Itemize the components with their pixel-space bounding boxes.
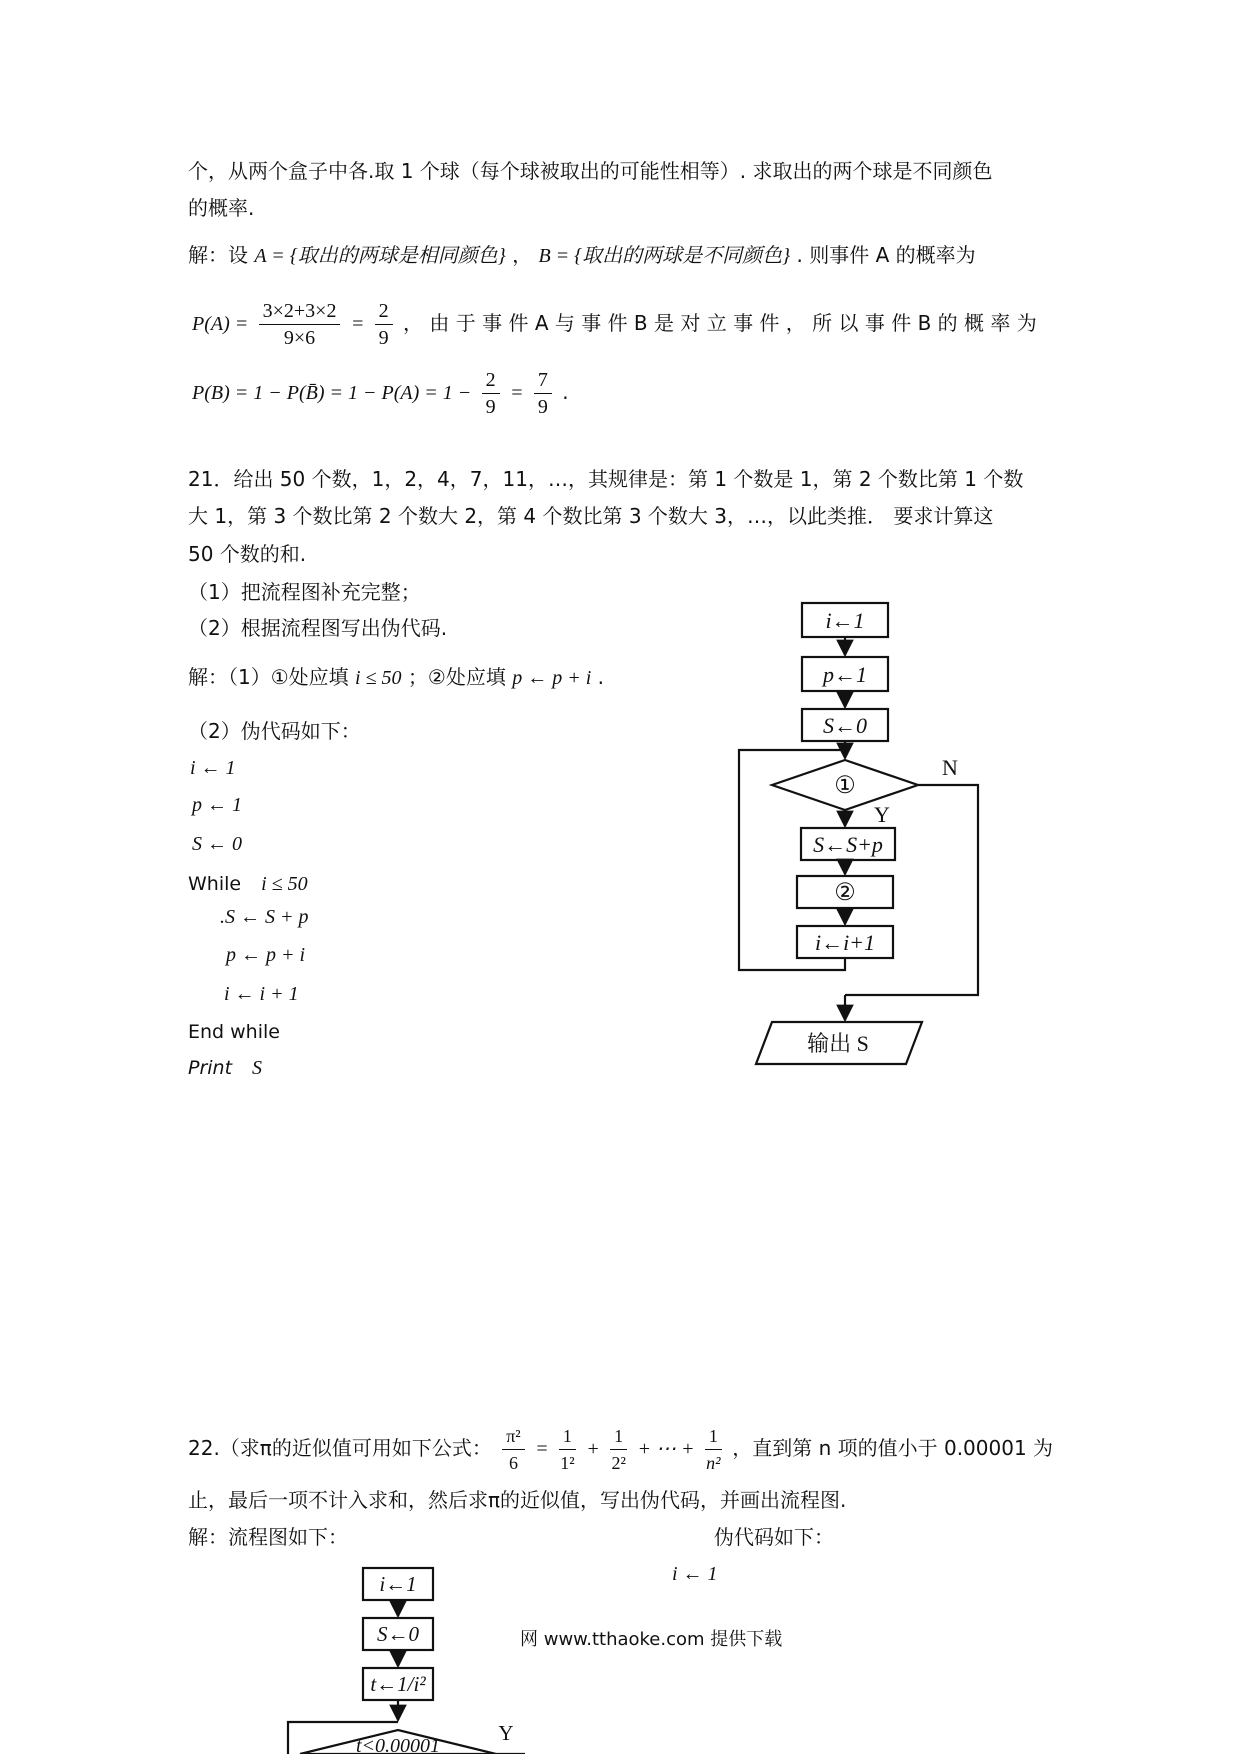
term-den: 2² xyxy=(611,1453,626,1473)
flow-label: i←1 xyxy=(825,608,865,633)
q21-answer2: （2）伪代码如下： xyxy=(188,719,361,743)
probability-a-line xyxy=(192,293,1037,354)
solution-lead: 解：设 xyxy=(188,243,248,267)
flow-label: 输出 S xyxy=(807,1031,869,1056)
pa-equals: = xyxy=(350,313,365,335)
print-arg: S xyxy=(237,1057,263,1079)
flow-label-no: N xyxy=(942,755,958,780)
flow-label-yes: Y xyxy=(874,802,890,827)
solution-tail: . 则事件 A 的概率为 xyxy=(796,243,976,267)
flow-label-yes: Y xyxy=(498,1721,514,1745)
pa-lhs: P(A) = xyxy=(192,313,249,335)
term-num: 1 xyxy=(559,1423,576,1450)
set-a: A = {取出的两球是相同颜色} xyxy=(254,245,506,267)
flowchart-q22 xyxy=(280,1560,540,1754)
pb-lhs: P(B) = 1 − P(B̄) = 1 − P(A) = 1 − xyxy=(192,382,472,404)
pb-fraction xyxy=(482,367,500,420)
q22-term xyxy=(559,1423,576,1476)
term-num: 1 xyxy=(705,1423,722,1450)
q22-pseudo-head: 伪代码如下： xyxy=(714,1525,834,1549)
answer1-condition: i ≤ 50 xyxy=(355,667,402,689)
pb-result-den: 9 xyxy=(537,396,548,418)
flow-label: p←1 xyxy=(823,662,867,687)
q22-term xyxy=(705,1423,722,1476)
pa-text: ， 由 于 事 件 A 与 事 件 B 是 对 立 事 件 ， 所 以 事 件 B 的 概 率 为 xyxy=(403,311,1037,335)
while-condition: i ≤ 50 xyxy=(246,873,308,895)
separator: ， xyxy=(512,243,533,267)
flow-label: S←0 xyxy=(377,1622,419,1646)
q21-line: 50 个数的和. xyxy=(188,542,307,566)
pa-fraction xyxy=(259,298,341,351)
code-line: i ← 1 xyxy=(190,757,236,779)
flow-label: ① xyxy=(834,773,856,799)
q21-answer1 xyxy=(188,663,604,692)
term-den: 1² xyxy=(560,1453,575,1473)
footer-watermark: 网 www.tthaoke.com 提供下载 xyxy=(520,1629,783,1650)
answer1-assign: p ← p + i xyxy=(512,667,592,689)
q21-line: 21．给出 50 个数，1，2，4，7，11，…，其规律是：第 1 个数是 1，第 2 个数比第 1 个数 xyxy=(188,467,1024,491)
solution-line xyxy=(188,241,976,270)
answer1-end: . xyxy=(597,665,604,689)
code-line: .S ← S + p xyxy=(220,906,309,928)
pa-numerator: 3×2+3×2 xyxy=(259,298,341,325)
code-line-print xyxy=(188,1054,262,1082)
q22-frac-num: π² xyxy=(502,1423,524,1450)
term-den: n² xyxy=(706,1453,721,1473)
flow-label: S←0 xyxy=(823,713,867,738)
term-num: 1 xyxy=(610,1423,627,1450)
q22-frac-den: 6 xyxy=(508,1453,518,1473)
answer1-mid: ；②处应填 xyxy=(407,665,506,689)
pb-end: . xyxy=(562,380,569,404)
q21-sub2: （2）根据流程图写出伪代码. xyxy=(188,616,448,640)
flow-label: ② xyxy=(834,880,856,906)
pb-equals: = xyxy=(509,382,524,404)
pb-numerator: 2 xyxy=(482,367,500,394)
code-line: i ← i + 1 xyxy=(224,983,299,1005)
code-line: p ← 1 xyxy=(192,794,242,816)
while-keyword: While xyxy=(188,873,242,895)
probability-b-line xyxy=(192,362,569,423)
q22-lead: 22.（求π的近似值可用如下公式： xyxy=(188,1436,492,1460)
q22-line2: 止，最后一项不计入求和，然后求π的近似值，写出伪代码，并画出流程图. xyxy=(188,1488,847,1512)
code-line-while xyxy=(188,870,308,898)
q22-term xyxy=(610,1423,627,1476)
flow-label: i←1 xyxy=(379,1572,417,1596)
pb-denominator: 9 xyxy=(485,396,496,418)
flow-label: S←S+p xyxy=(813,832,883,857)
set-b: B = {取出的两球是不同颜色} xyxy=(538,245,791,267)
pa-denominator: 9×6 xyxy=(283,327,316,349)
pa-result xyxy=(375,298,393,351)
flow-label: t<0.00001 xyxy=(355,1735,441,1754)
flow-label: i←i+1 xyxy=(814,930,876,955)
q22-solution: 解：流程图如下： xyxy=(188,1525,348,1549)
code-line: p ← p + i xyxy=(226,944,306,966)
pb-result-num: 7 xyxy=(534,367,552,394)
paragraph-line: 个，从两个盒子中各.取 1 个球（每个球被取出的可能性相等）. 求取出的两个球是不同颜色 xyxy=(188,159,993,183)
pa-result-den: 9 xyxy=(378,327,389,349)
paragraph-line: 的概率. xyxy=(188,196,255,220)
flow-label: t←1/i² xyxy=(370,1672,426,1696)
answer1-lead: 解：（1）①处应填 xyxy=(188,665,349,689)
q22-line: 22.（求π的近似值可用如下公式： $\frac{\text{π²}}{6}$ = $\frac{1}{\text{1²}}$ + $\frac{1}{\text{2²}}$ + ⋯ + $\frac{1}{\text{n²}}$ ，直到第 n 项的值小于 0.00001 为 xyxy=(188,1420,1053,1477)
pb-result xyxy=(534,367,552,420)
q22-tail: ，直到第 n 项的值小于 0.00001 为 xyxy=(732,1436,1054,1460)
q21-line: 大 1，第 3 个数比第 2 个数大 2，第 4 个数比第 3 个数大 3，…，以此类推． 要求计算这 xyxy=(188,504,994,528)
q22-fraction xyxy=(502,1423,524,1476)
q21-sub1: （1）把流程图补充完整； xyxy=(188,580,421,604)
code-line: End while xyxy=(188,1021,280,1043)
code-line: S ← 0 xyxy=(192,833,242,855)
q22-dots: + ⋯ + xyxy=(637,1438,695,1460)
pa-result-num: 2 xyxy=(375,298,393,325)
print-keyword: Print xyxy=(188,1057,233,1079)
flowchart-q21 xyxy=(730,590,990,1070)
q22-pseudo-line: i ← 1 xyxy=(672,1563,718,1585)
